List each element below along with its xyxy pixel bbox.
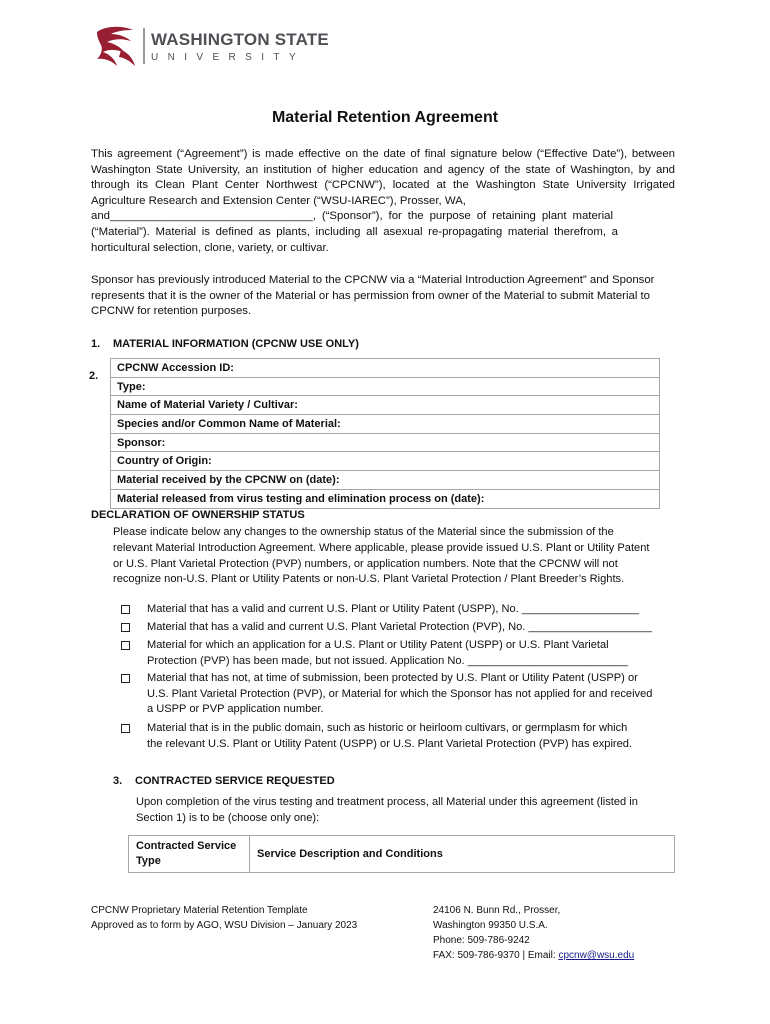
option-checkbox[interactable] [121, 674, 130, 683]
sponsor-line: Sponsor has previously introduced Material to the CPCNW via a “Material Introduction Agreement” and Sponsor [91, 274, 655, 286]
section-3-title: CONTRACTED SERVICE REQUESTED [135, 775, 335, 787]
section-1-title: MATERIAL INFORMATION (CPCNW USE ONLY) [113, 338, 359, 350]
section-2-number: 2. [89, 370, 99, 382]
logo-title: WASHINGTON STATE [151, 30, 329, 49]
option-line: the relevant U.S. Plant or Utility Patent (USPP) or U.S. Plant Varietal Protection (PVP) has expired. [147, 737, 633, 750]
service-table [128, 835, 675, 873]
table-row [111, 359, 660, 378]
sponsor-paragraph [91, 273, 675, 320]
table-row [111, 396, 660, 415]
intro-line: Washington State University, an institution of higher education and agency of the state of Washington, by and [91, 163, 675, 176]
wsu-logo [91, 22, 331, 70]
option-line: Material that has a valid and current U.S. Plant Varietal Protection (PVP), No. ____________________ [147, 621, 652, 633]
section-1-heading [91, 338, 359, 350]
option-line: Material for which an application for a U.S. Plant or Utility Patent (USPP) or U.S. Plant Varietal [147, 639, 609, 651]
table-row [111, 489, 660, 508]
declaration-line: or U.S. Plant Varietal Protection (PVP) numbers, or application numbers. Note that the CPCNW will not [113, 557, 618, 570]
declaration-line: Please indicate below any changes to the ownership status of the Material since the submission of the [113, 526, 614, 538]
option-line: Material that has not, at time of submission, been protected by U.S. Plant or Utility Patent (USPP) or [147, 672, 638, 684]
intro-line: Agriculture Research and Extension Center (“WSU-IAREC”), Prosser, WA, [91, 194, 466, 207]
option-checkbox[interactable] [121, 724, 130, 733]
declaration-paragraph [113, 525, 679, 588]
material-field-label: Name of Material Variety / Cultivar: [111, 396, 660, 415]
table-row [111, 452, 660, 471]
ownership-option [121, 671, 681, 718]
footer-fax: FAX: 509-786-9370 | Email: [433, 950, 559, 961]
footer-left [91, 903, 357, 933]
option-text [147, 721, 681, 752]
ownership-option [121, 602, 681, 618]
section-3-number: 3. [113, 775, 123, 787]
table-header-row [129, 836, 675, 873]
section-3-heading [113, 775, 335, 787]
option-text [147, 602, 681, 618]
option-checkbox[interactable] [121, 641, 130, 650]
section-1-number: 1. [91, 338, 101, 350]
option-text [147, 671, 681, 718]
declaration-line: recognize non-U.S. Plant or Utility Patents or non-U.S. Plant Varietal Protection / Plant Breeder’s Rights. [113, 573, 625, 586]
option-line: Material that is in the public domain, such as historic or heirloom cultivars, or germplasm for which [147, 722, 628, 734]
option-text [147, 638, 681, 669]
intro-line: (“Material”). Material is defined as plants, including all asexual re-propagating material therefrom, a [91, 225, 618, 238]
document-title: Material Retention Agreement [271, 109, 499, 126]
section-3-line: Upon completion of the virus testing and treatment process, all Material under this agreement (listed in [136, 796, 638, 808]
option-checkbox[interactable] [121, 605, 130, 614]
footer-contact [433, 948, 634, 963]
table-row [111, 377, 660, 396]
table-row [111, 471, 660, 490]
table-row [111, 433, 660, 452]
option-line: Material that has a valid and current U.S. Plant or Utility Patent (USPP), No. ___________________ [147, 603, 640, 615]
ownership-option [121, 721, 681, 752]
material-field-label: Sponsor: [111, 433, 660, 452]
sponsor-line: CPCNW for retention purposes. [91, 305, 252, 318]
email-link[interactable]: cpcnw@wsu.edu [558, 950, 635, 961]
material-field-label: Material received by the CPCNW on (date): [111, 471, 660, 490]
ownership-option [121, 620, 681, 636]
option-checkbox[interactable] [121, 623, 130, 632]
wsu-cougar-logo-icon [91, 22, 139, 70]
intro-line: through its Clean Plant Center Northwest (“CPCNW”), located at the Washington State University Irrigated [91, 179, 675, 192]
column-header-service-description: Service Description and Conditions [250, 836, 675, 873]
option-line: U.S. Plant Varietal Protection (PVP), or Material for which the Sponsor has not applied for and received [147, 687, 653, 700]
logo-subtitle: UNIVERSITY [151, 52, 306, 63]
ownership-option [121, 638, 681, 669]
intro-line: horticultural selection, clone, variety, or cultivar. [91, 241, 329, 254]
footer-template-name: CPCNW Proprietary Material Retention Template [91, 905, 308, 916]
logo-divider [143, 28, 145, 64]
material-field-label: CPCNW Accession ID: [111, 359, 660, 378]
material-field-label: Country of Origin: [111, 452, 660, 471]
option-line: Protection (PVP) has been made, but not issued. Application No. __________________________ [147, 654, 629, 667]
option-line: a USPP or PVP application number. [147, 703, 324, 716]
footer-address-line: Washington 99350 U.S.A. [433, 920, 548, 931]
sponsor-line: represents that it is the owner of the Material or has permission from owner of the Material to submit Material to [91, 289, 651, 302]
material-field-label: Type: [111, 377, 660, 396]
footer-phone: Phone: 509-786-9242 [433, 935, 530, 946]
intro-paragraph [91, 147, 675, 256]
table-row [111, 415, 660, 434]
declaration-line: relevant Material Introduction Agreement. Where applicable, please provide issued U.S. Plant or Utility Patent [113, 541, 650, 554]
material-field-label: Species and/or Common Name of Material: [111, 415, 660, 434]
material-info-table [110, 358, 660, 509]
section-3-paragraph [136, 794, 676, 826]
footer-address-line: 24106 N. Bunn Rd., Prosser, [433, 905, 561, 916]
declaration-heading: DECLARATION OF OWNERSHIP STATUS [91, 509, 305, 521]
footer-right [433, 903, 634, 963]
material-field-label: Material released from virus testing and elimination process on (date): [111, 489, 660, 508]
intro-line: This agreement (“Agreement”) is made effective on the date of final signature below (“Effective Date”), between [91, 148, 675, 160]
intro-line: and________________________________, (“Sponsor”), for the purpose of retaining plant material [91, 210, 613, 223]
section-3-line: Section 1) is to be (choose only one): [136, 812, 320, 824]
footer-approval: Approved as to form by AGO, WSU Division – January 2023 [91, 920, 358, 931]
column-header-service-type: Contracted Service Type [129, 836, 250, 873]
option-text [147, 620, 681, 636]
